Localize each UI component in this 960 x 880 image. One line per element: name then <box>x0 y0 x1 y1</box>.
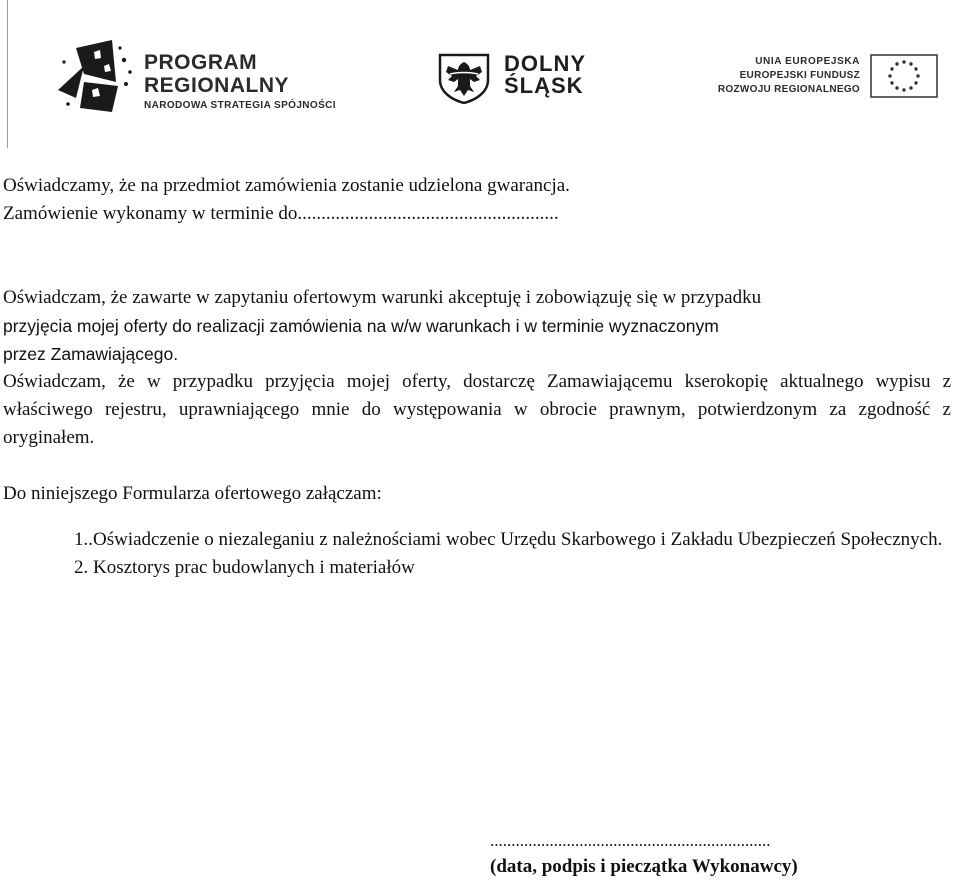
program-logo-line3: NARODOWA STRATEGIA SPÓJNOŚCI <box>144 100 336 111</box>
signature-caption: (data, podpis i pieczątka Wykonawcy) <box>490 856 798 877</box>
eu-logo-line2: EUROPEJSKI FUNDUSZ <box>739 70 860 81</box>
program-logo-line1: PROGRAM <box>144 51 258 74</box>
star-cluster-icon <box>54 38 140 114</box>
guarantee-statement: Oświadczamy, że na przedmiot zamówienia zostanie udzielona gwarancja. <box>3 175 570 196</box>
registry-statement: Oświadczam, że w przypadku przyjęcia mojej oferty, dostarczę Zamawiającemu kserokopię aktualnego wypisu z właściwego rejestru, uprawniającego mnie do występowania w obrocie prawnym, potwierdzonym za zgodność z oryginałem. <box>3 371 951 448</box>
signature-line: .................................................................. <box>490 831 771 850</box>
program-regionalny-logo <box>54 38 374 114</box>
attachments-intro: Do niniejszego Formularza ofertowego załączam: <box>3 483 382 504</box>
attachments-list <box>74 526 951 582</box>
region-logo-line1: DOLNY <box>504 51 586 76</box>
deadline-statement: Zamówienie wykonamy w terminie do....................................................... <box>3 203 559 224</box>
region-logo-line2: ŚLĄSK <box>504 73 584 98</box>
acceptance-statement-line2: przyjęcia mojej oferty do realizacji zamówienia na w/w warunkach i w terminie wyznaczonym <box>3 316 719 336</box>
program-logo-line2: REGIONALNY <box>144 74 290 97</box>
margin-rule <box>7 0 8 148</box>
eu-logo-line1: UNIA EUROPEJSKA <box>755 56 860 67</box>
acceptance-statement-line3: przez Zamawiającego. <box>3 344 179 364</box>
offer-declarations <box>3 172 951 508</box>
eagle-crest-icon <box>436 52 492 104</box>
attachment-item: 1..Oświadczenie o niezaleganiu z należnościami wobec Urzędu Skarbowego i Zakładu Ubezpieczeń Społecznych. <box>74 529 943 550</box>
acceptance-statement-line1: Oświadczam, że zawarte w zapytaniu ofertowym warunki akceptuję i zobowiązuję się w przypadku <box>3 287 762 308</box>
attachment-item: 2. Kosztorys prac budowlanych i materiałów <box>74 557 415 578</box>
eu-flag-icon <box>870 54 938 98</box>
signature-block <box>490 828 890 880</box>
dolny-slask-logo <box>436 52 636 104</box>
eu-logo-line3: ROZWOJU REGIONALNEGO <box>717 84 860 95</box>
eu-fund-logo <box>700 54 960 100</box>
document-header <box>0 0 960 150</box>
